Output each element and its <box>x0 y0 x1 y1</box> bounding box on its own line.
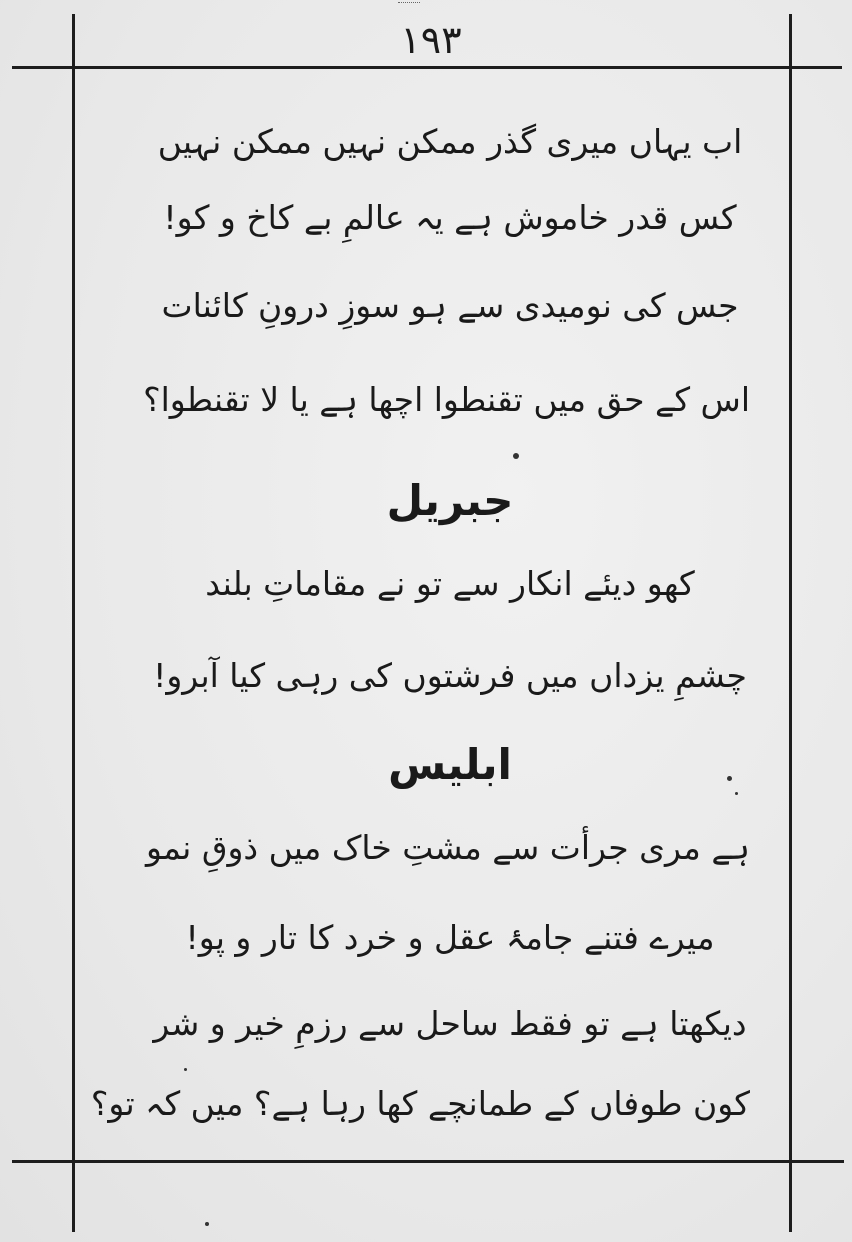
verse-line: چشمِ یزداں میں فرشتوں کی رہی کیا آبرو! <box>153 656 747 695</box>
verse-line: دیکھتا ہے تو فقط ساحل سے رزمِ خیر و شر <box>153 1004 747 1043</box>
verse-line: اب یہاں میری گذر ممکن نہیں ممکن نہیں <box>157 122 743 161</box>
speaker-heading-jibril: جبریل <box>386 476 514 525</box>
poem-body <box>90 0 750 1160</box>
frame-rule-bottom <box>12 1160 844 1163</box>
speaker-heading-iblis: ابلیس <box>388 740 512 789</box>
verse-line: اس کے حق میں تقنطوا اچھا ہے یا لا تقنطوا؟ <box>143 380 750 419</box>
ink-speck <box>513 453 519 459</box>
verse-line: کس قدر خاموش ہے یہ عالمِ بے کاخ و کو! <box>163 198 737 237</box>
frame-rule-right <box>789 14 792 1232</box>
ink-speck <box>735 792 738 795</box>
verse-line: کھو دیئے انکار سے تو نے مقاماتِ بلند <box>205 564 695 603</box>
ink-speck <box>205 1222 209 1226</box>
verse-line: کون طوفاں کے طمانچے کھا رہا ہے؟ میں کہ تو؟ <box>90 1084 750 1123</box>
ink-speck <box>727 776 732 781</box>
verse-line: میرے فتنے جامۂ عقل و خرد کا تار و پو! <box>185 918 715 957</box>
page-number: ۱۹۳ <box>400 18 462 62</box>
verse-line: جس کی نومیدی سے ہو سوزِ درونِ کائنات <box>161 286 739 325</box>
frame-rule-left <box>72 14 75 1232</box>
verse-line: ہے مری جرأت سے مشتِ خاک میں ذوقِ نمو <box>146 828 750 867</box>
ink-speck <box>184 1068 187 1071</box>
